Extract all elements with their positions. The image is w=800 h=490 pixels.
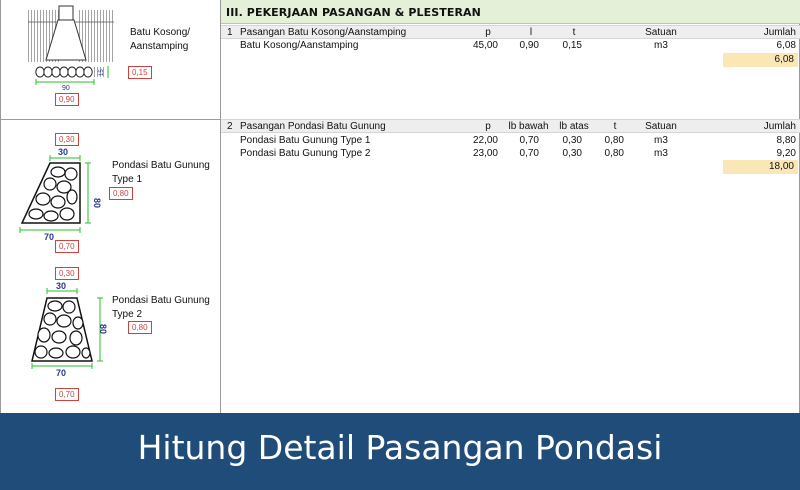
cell-lb-bawah: 0,70 [519, 148, 539, 159]
item-header-row [221, 25, 800, 39]
table-row [221, 147, 800, 160]
cell-satuan: m3 [654, 148, 668, 159]
label-line: Type 2 [112, 309, 143, 320]
col-header-jumlah: Jumlah [763, 27, 796, 38]
cell-t: 0,80 [604, 148, 624, 159]
col-header-l: l [529, 27, 533, 38]
dim-bottom-label: 70 [44, 232, 55, 242]
dimension-box-height: 0,80 [128, 321, 152, 334]
grid-divider [220, 0, 221, 413]
dimension-box-width: 0,90 [55, 93, 79, 106]
cell-l: 0,90 [519, 40, 539, 51]
label-line: Aanstamping [130, 41, 189, 52]
dimension-box-bottom: 0,70 [55, 388, 79, 401]
label-line: Type 1 [112, 174, 143, 185]
cell-p: 22,00 [472, 135, 498, 146]
col-header-lb-bawah: lb bawah [508, 121, 549, 132]
cell-lb-bawah: 0,70 [519, 135, 539, 146]
col-header-satuan: Satuan [645, 121, 677, 132]
cell-jumlah: 8,80 [776, 135, 796, 146]
section-title: III. PEKERJAAN PASANGAN & PLESTERAN [221, 0, 800, 24]
cell-jumlah: 6,08 [776, 40, 796, 51]
item-header-row [221, 119, 800, 133]
stone-row [36, 67, 92, 77]
label-line: Batu Kosong/ [130, 27, 191, 38]
dimension-box-bottom: 0,70 [55, 240, 79, 253]
cell-lb-atas: 0,30 [562, 148, 582, 159]
item-total: 18,00 [723, 160, 798, 174]
row-name: Batu Kosong/Aanstamping [240, 40, 359, 51]
dim-height-label: 80 [92, 198, 102, 209]
cell-t: 0,15 [562, 40, 582, 51]
label-line: Pondasi Batu Gunung [112, 295, 210, 306]
dimension-box-top: 0,30 [55, 267, 79, 280]
dim-height-label: 80 [98, 324, 108, 335]
dim-bottom-label: 70 [56, 368, 67, 378]
col-header-lb-atas: lb atas [559, 121, 589, 132]
col-header-t: t [613, 121, 617, 132]
dim-top-label: 30 [58, 147, 69, 157]
type2-label [112, 294, 210, 322]
type2-diagram [0, 260, 220, 413]
item-name: Pasangan Batu Kosong/Aanstamping [240, 27, 407, 38]
dim-height-label: 15 [99, 69, 105, 76]
type1-label [112, 159, 210, 187]
cell-lb-atas: 0,30 [562, 135, 582, 146]
cell-p: 23,00 [472, 148, 498, 159]
table-row [221, 134, 800, 147]
dimension-box-height: 0,80 [109, 187, 133, 200]
col-header-satuan: Satuan [645, 27, 677, 38]
label-line: Pondasi Batu Gunung [112, 160, 210, 171]
dimension-box-height: 0,15 [128, 66, 152, 79]
item-number: 2 [227, 121, 233, 132]
item-number: 1 [227, 27, 233, 38]
aanstamping-label [130, 26, 190, 54]
dimension-box-top: 0,30 [55, 133, 79, 146]
item-name: Pasangan Pondasi Batu Gunung [240, 121, 386, 132]
col-header-jumlah: Jumlah [763, 121, 796, 132]
row-name: Pondasi Batu Gunung Type 1 [240, 135, 371, 146]
dim-top-label: 30 [56, 281, 67, 291]
aanstamping-diagram [0, 0, 220, 119]
dim-width-label: 90 [62, 85, 70, 92]
table-row [221, 39, 800, 52]
cell-jumlah: 9,20 [776, 148, 796, 159]
col-header-t: t [572, 27, 576, 38]
footer-title: Hitung Detail Pasangan Pondasi [137, 428, 663, 467]
item-total: 6,08 [723, 53, 798, 67]
cell-p: 45,00 [472, 40, 498, 51]
cell-t: 0,80 [604, 135, 624, 146]
col-header-p: p [485, 121, 491, 132]
column-shape [59, 6, 73, 20]
col-header-p: p [485, 27, 491, 38]
cell-satuan: m3 [654, 135, 668, 146]
row-name: Pondasi Batu Gunung Type 2 [240, 148, 371, 159]
footer-banner [0, 413, 800, 490]
cell-satuan: m3 [654, 40, 668, 51]
